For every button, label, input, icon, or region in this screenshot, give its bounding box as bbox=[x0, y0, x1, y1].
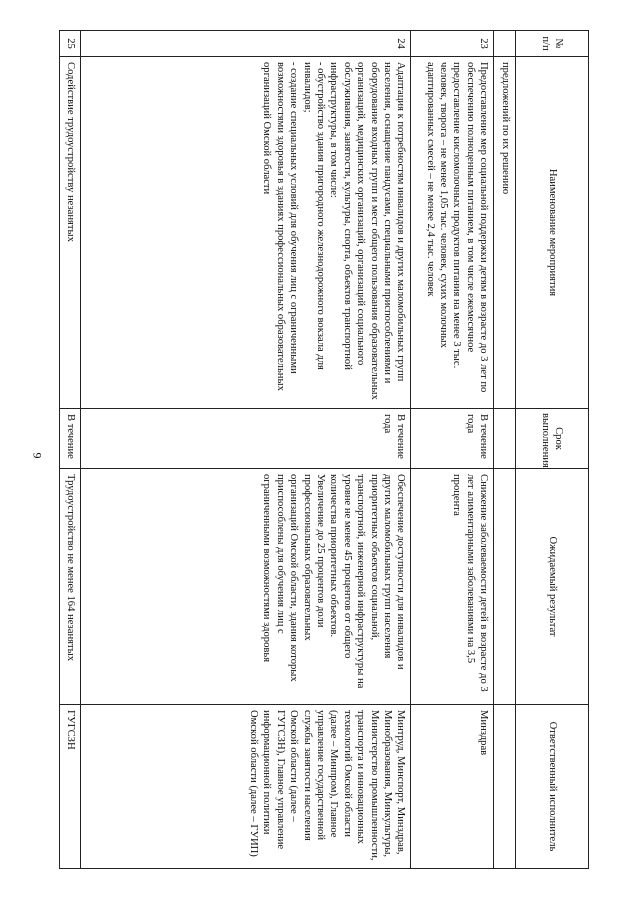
name-paragraph: - обустройство здания пригородного железнодорожного вокзала для инвалидов; bbox=[301, 62, 327, 370]
header-executor: Ответственный исполнитель bbox=[515, 705, 588, 869]
page-number: 9 bbox=[30, 452, 45, 459]
cell-executor bbox=[494, 705, 515, 869]
table-row-continuation bbox=[494, 31, 515, 869]
cell-name: Предоставление мер социальной поддержки детям в возрасте до 3 лет по обеспечению полноценным питанием, в том числе ежемесячное предоставление кисломолочных продуктов питания на менее 3 тыс. человек, творога – не менее 1,05 тыс. человек, сухих молочных адаптированных смесей – не менее 2,4 тыс. человек bbox=[411, 57, 494, 409]
measures-table bbox=[59, 30, 589, 869]
cell-result: Трудоустройство не менее 164 незанятых bbox=[60, 469, 81, 705]
header-name: Наименование мероприятия bbox=[515, 57, 588, 409]
result-paragraph: Увеличение до 25 процентов доли профессиональных образовательных организаций Омской области, здания которых приспособлены для обучения лиц с ограниченными возможностями здоровья bbox=[261, 474, 327, 682]
cell-name: предложений по их решению bbox=[494, 57, 515, 409]
cell-term: В течение bbox=[60, 409, 81, 469]
header-term: Срок выполнения bbox=[515, 409, 588, 469]
cell-num: 23 bbox=[411, 31, 494, 57]
header-result: Ожидаемый результат bbox=[515, 469, 588, 705]
cell-term bbox=[494, 409, 515, 469]
result-paragraph: Обеспечение доступности для инвалидов и других маломобильных групп населения приоритетных объектов социальной, транспортной, инженерной инфраструктуры на уровне не менее 45 процентов от общего количества приоритетных объектов. bbox=[328, 474, 407, 689]
cell-name bbox=[81, 57, 411, 409]
name-paragraph: Адаптация к потребностям инвалидов и других маломобильных групп населения, оснащение пандусами, специальными приспособлениями и оборудование входных групп и мест общего пользования образовательных организаций, медицинских организаций, организаций социального обслуживания, занятости, культуры, спорта, объектов транспортной инфраструктуры, в том числе: bbox=[328, 62, 407, 400]
cell-num: 24 bbox=[81, 31, 411, 57]
cell-executor: Минтруд, Минспорт, Минздрав, Минобразования, Минкультуры, Министерство промышленности, транспорта и инновационных технологий Омской области (далее – Минпром), Главное управление государственной службы занятости населения Омской области (далее – ГУГСЗН), Главное управление информационной политики Омской области (далее – ГУИП) bbox=[81, 705, 411, 869]
cell-num bbox=[494, 31, 515, 57]
rotated-table-frame bbox=[59, 30, 589, 868]
cell-executor: Минздрав bbox=[411, 705, 494, 869]
cell-result bbox=[494, 469, 515, 705]
table-row bbox=[411, 31, 494, 869]
cell-term: В течение года bbox=[81, 409, 411, 469]
cell-num: 25 bbox=[60, 31, 81, 57]
table-container bbox=[59, 30, 589, 868]
cell-result bbox=[81, 469, 411, 705]
table-row bbox=[81, 31, 411, 869]
name-paragraph: - создание специальных условий для обучения лиц с ограниченными возможностями здоровья в зданиях профессиональных образовательных организаций Омской области bbox=[261, 62, 300, 391]
cell-result: Снижение заболеваемости детей в возрасте до 3 лет алиментарными заболеваниями на 3,5 процента bbox=[411, 469, 494, 705]
table-row bbox=[60, 31, 81, 869]
cell-name: Содействие трудоустройству незанятых bbox=[60, 57, 81, 409]
cell-term: В течение года bbox=[411, 409, 494, 469]
header-num: № п/п bbox=[515, 31, 588, 57]
cell-executor: ГУГСЗН bbox=[60, 705, 81, 869]
table-header-row bbox=[515, 31, 588, 869]
